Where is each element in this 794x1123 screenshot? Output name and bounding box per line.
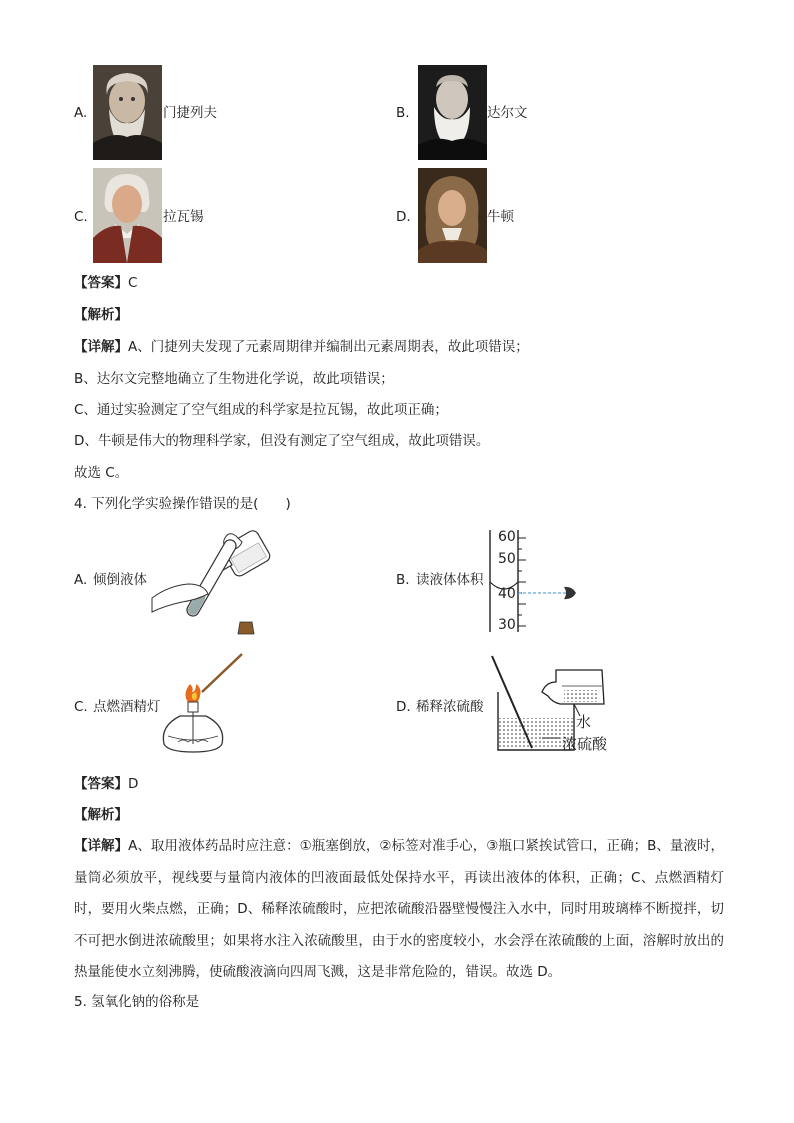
- cylinder-tick-label: 40: [498, 586, 516, 602]
- option-letter: C.: [74, 209, 88, 225]
- q5-stem: 5. 氢氧化钠的俗称是: [74, 994, 200, 1010]
- q3-detail-line: B、达尔文完整地确立了生物进化学说，故此项错误；: [74, 371, 394, 387]
- option-letter: C.: [74, 699, 88, 715]
- option-text: 读液体体积: [416, 572, 484, 588]
- cylinder-tick-label: 60: [498, 529, 516, 545]
- analysis-tag: 【解析】: [74, 807, 128, 823]
- option-letter: D.: [396, 699, 411, 715]
- option-letter: D.: [396, 209, 411, 225]
- option-letter: A.: [74, 105, 88, 121]
- answer-tag: 【答案】: [74, 776, 128, 792]
- q3-detail-line: D、牛顿是伟大的物理科学家，但没有测定了空气组成，故此项错误。: [74, 433, 490, 449]
- option-text: 牛顿: [487, 209, 514, 225]
- q3-analysis-tag: [74, 305, 128, 325]
- mendeleev-portrait: [93, 65, 162, 160]
- option-letter: B.: [396, 105, 410, 121]
- pouring-liquid-illustration: [148, 524, 280, 642]
- q4-stem: 4. 下列化学实验操作错误的是( ): [74, 496, 291, 512]
- q3-answer: [74, 273, 137, 293]
- water-label: 水: [576, 713, 592, 731]
- detail-text: A、门捷列夫发现了元素周期律并编制出元素周期表，故此项错误；: [128, 339, 529, 355]
- answer-value: D: [128, 776, 139, 792]
- q3-detail-line: [74, 337, 529, 357]
- answer-value: C: [128, 275, 138, 291]
- newton-portrait: [418, 168, 487, 263]
- analysis-tag: 【解析】: [74, 307, 128, 323]
- cylinder-tick-label: 30: [498, 617, 516, 633]
- option-text: 稀释浓硫酸: [416, 699, 484, 715]
- option-text: 拉瓦锡: [163, 209, 204, 225]
- q4-explanation: [74, 831, 724, 989]
- q4-analysis-tag: [74, 805, 128, 825]
- detail-tag: 【详解】: [74, 838, 129, 854]
- q3-conclusion: 故选 C。: [74, 465, 129, 481]
- q3-detail-line: C、通过实验测定了空气组成的科学家是拉瓦锡，故此项正确；: [74, 402, 448, 418]
- q4-answer: [74, 774, 138, 794]
- option-text: 点燃酒精灯: [93, 699, 161, 715]
- option-text: 门捷列夫: [163, 105, 217, 121]
- alcohol-lamp-illustration: [158, 648, 248, 760]
- option-text: 倾倒液体: [93, 572, 147, 588]
- explanation-text: A、取用液体药品时应注意：①瓶塞倒放，②标签对准手心，③瓶口紧挨试管口，正确；B、量液时，量筒必须放平，视线要与量筒内液体的凹液面最低处保持水平，再读出液体的体积，正确；C、点燃酒精灯时，要用火柴点燃，正确；D、稀释浓硫酸时，应把浓硫酸沿器壁慢慢注入水中，同时用玻璃棒不断搅拌，切不可把水倒进浓硫酸里；如果将水注入浓硫酸里，由于水的密度较小，水会浮在浓硫酸的上面，溶解时放出的热量能使水立刻沸腾，使硫酸液滴向四周飞溅，这是非常危险的，错误。故选 D。: [74, 838, 724, 980]
- option-text: 达尔文: [487, 105, 528, 121]
- lavoisier-portrait: [93, 168, 162, 263]
- darwin-portrait: [418, 65, 487, 160]
- option-letter: B.: [396, 572, 410, 588]
- detail-tag: 【详解】: [74, 339, 128, 355]
- option-letter: A.: [74, 572, 88, 588]
- answer-tag: 【答案】: [74, 275, 128, 291]
- acid-label: 浓硫酸: [562, 735, 608, 753]
- cylinder-tick-label: 50: [498, 551, 516, 567]
